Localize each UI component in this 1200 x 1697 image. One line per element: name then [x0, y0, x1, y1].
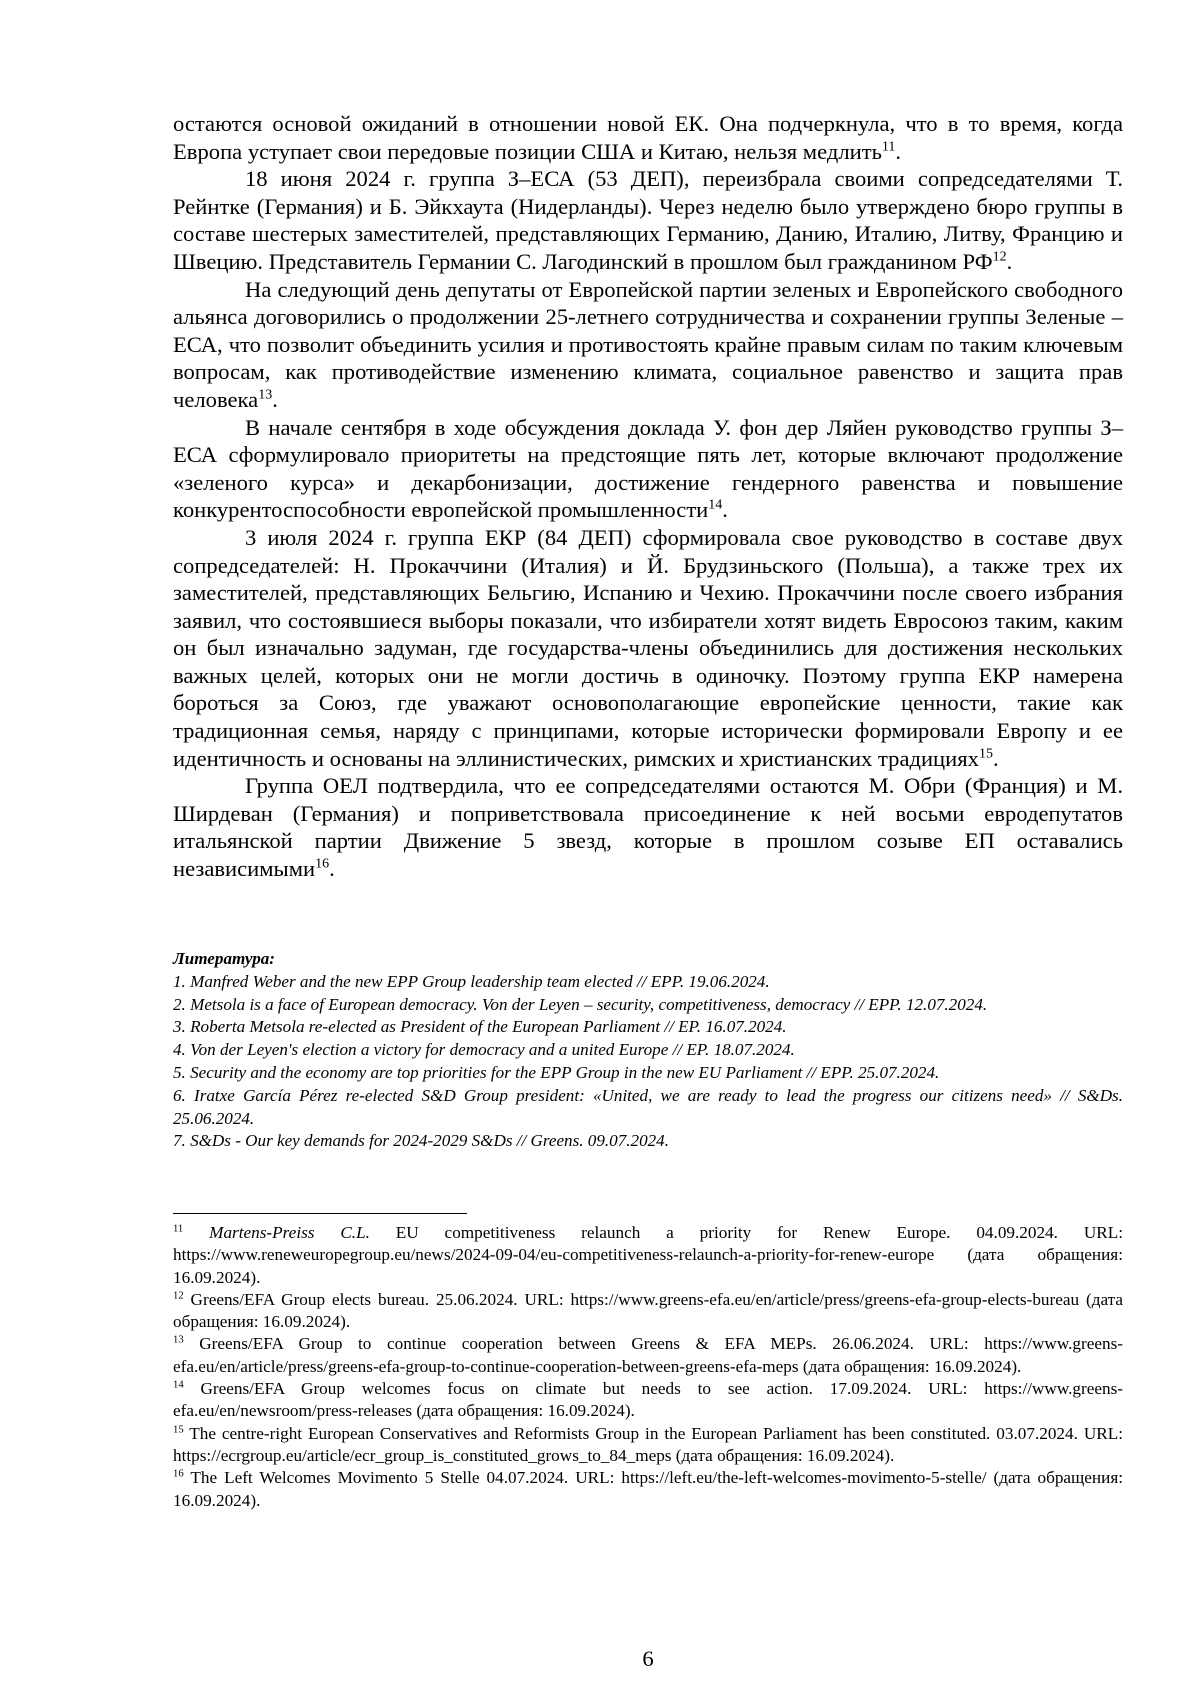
footnote-text: The Left Welcomes Movimento 5 Stelle 04.07.2024. URL: https://left.eu/the-left-welcomes-movimento-5-stelle/ (дата обращения: 16.09.2024).	[173, 1468, 1123, 1510]
paragraph: остаются основой ожиданий в отношении новой ЕК. Она подчеркнула, что в то время, когда Европа уступает свои передовые позиции США и Китаю, нельзя медлить$^{11}$.	[173, 111, 1123, 164]
paragraph: В начале сентября в ходе обсуждения доклада У. фон дер Ляйен руководство группы З–ЕСА сформулировало приоритеты на предстоящие пять лет, которые включают продолжение «зеленого курса» и декарбонизации, достижение гендерного равенства и повышение конкурентоспособности европейской промышленности$^{14}$.	[173, 414, 1123, 523]
footnote-number: 13	[173, 1334, 184, 1346]
footnote-separator	[173, 1213, 467, 1214]
footnote	[173, 1467, 1123, 1512]
paragraph: 3 июля 2024 г. группа ЕКР (84 ДЕП) сформировала свое руководство в составе двух сопредседателей: Н. Прокаччини (Италия) и Й. Брудзиньского (Польша), а также трех их заместителей, представляющих Бельгию, Испанию и Чехию. Прокаччини после своего избрания заявил, что состоявшиеся выборы показали, что избиратели хотят видеть Евросоюз таким, каким он был изначально задуман, где государства-члены объединились для достижения нескольких важных целей, которых они не могли достичь в одиночку. Поэтому группа ЕКР намерена бороться за Союз, где уважают основополагающие европейские ценности, такие как традиционная семья, наряду с принципами, которые исторически формировали Европу и ее идентичность и основаны на эллинистических, римских и христианских традициях$^{15}$.	[173, 524, 1123, 771]
literature-heading: Литература:	[173, 949, 276, 968]
footnote	[173, 1423, 1123, 1468]
body-text	[173, 110, 1123, 883]
footnote	[173, 1222, 1123, 1289]
paragraph: На следующий день депутаты от Европейской партии зеленых и Европейского свободного альянса договорились о продолжении 25-летнего сотрудничества и сохранении группы Зеленые – ЕСА, что позволит объединить усилия и противостоять крайне правым силам по таким ключевым вопросам, как противодействие изменению климата, социальное равенство и защита прав человека$^{13}$.	[173, 276, 1123, 412]
footnote-number: 15	[173, 1423, 184, 1435]
footnote-text: Greens/EFA Group welcomes focus on climate but needs to see action. 17.09.2024. URL: https://www.greens-efa.eu/en/newsroom/press-releases (дата обращения: 16.09.2024).	[173, 1379, 1123, 1421]
footnote-ref[interactable]: 15	[978, 746, 993, 762]
footnote-number: 12	[173, 1290, 184, 1302]
paragraph: Группа ОЕЛ подтвердила, что ее сопредседателями остаются М. Обри (Франция) и М. Ширдеван (Германия) и поприветствовала присоединение к ней восьми евродепутатов итальянской партии Движение 5 звезд, которые в прошлом созыве ЕП оставались независимыми$^{16}$.	[173, 773, 1123, 882]
footnote-ref[interactable]: 13	[258, 387, 273, 403]
footnote-number: 16	[173, 1468, 184, 1480]
footnote-text: The centre-right European Conservatives and Reformists Group in the European Parliament has been constituted. 03.07.2024. URL: https://ecrgroup.eu/article/ecr_group_is_constituted_grows_to_84_meps (дата обращения: 16.09.2024).	[173, 1423, 1123, 1465]
footnote	[173, 1289, 1123, 1334]
literature-item: 7. S&Ds - Our key demands for 2024-2029 S&Ds // Greens. 09.07.2024.	[173, 1131, 669, 1151]
footnote-ref[interactable]: 16	[315, 856, 330, 872]
page-number: 6	[642, 1646, 654, 1671]
literature-item: 1. Manfred Weber and the new EPP Group leadership team elected // EPP. 19.06.2024.	[173, 971, 770, 991]
footnote-text: EU competitiveness relaunch a priority for Renew Europe. 04.09.2024. URL: https://www.reneweuropegroup.eu/news/2024-09-04/eu-competitiveness-relaunch-a-priority-for-renew-europe (дата обращения: 16.09.2024).	[173, 1223, 1123, 1287]
footnote	[173, 1378, 1123, 1423]
footnote-number: 11	[173, 1223, 184, 1235]
paragraph: 18 июня 2024 г. группа З–ЕСА (53 ДЕП), переизбрала своими сопредседателями Т. Рейнтке (Германия) и Б. Эйкхаута (Нидерланды). Через неделю было утверждено бюро группы в составе шестерых заместителей, представляющих Германию, Данию, Италию, Литву, Францию и Швецию. Представитель Германии С. Лагодинский в прошлом был гражданином РФ$^{12}$.	[173, 166, 1123, 274]
literature-item: 2. Metsola is a face of European democracy. Von der Leyen – security, competitiveness, democracy // EPP. 12.07.2024.	[173, 994, 988, 1014]
literature-section	[173, 948, 1123, 1153]
footnote-number: 14	[173, 1379, 184, 1391]
footnote-ref[interactable]: 11	[881, 139, 896, 155]
footnote	[173, 1333, 1123, 1378]
footnote-text: Greens/EFA Group elects bureau. 25.06.2024. URL: https://www.greens-efa.eu/en/article/press/greens-efa-group-elects-bureau (дата обращения: 16.09.2024).	[173, 1289, 1123, 1332]
footnote-ref[interactable]: 12	[992, 249, 1007, 265]
literature-item: 5. Security and the economy are top priorities for the EPP Group in the new EU Parliament // EPP. 25.07.2024.	[173, 1062, 940, 1082]
footnote-text: Greens/EFA Group to continue cooperation between Greens & EFA MEPs. 26.06.2024. URL: https://www.greens-efa.eu/en/article/press/greens-efa-group-to-continue-cooperation-between-greens-efa-meps (дата обращения: 16.09.2024).	[173, 1334, 1123, 1376]
literature-item: 4. Von der Leyen's election a victory for democracy and a united Europe // EP. 18.07.2024.	[173, 1040, 795, 1060]
literature-item: 6. Iratxe García Pérez re-elected S&D Group president: «United, we are ready to lead the progress our citizens need» // S&Ds. 25.06.2024.	[173, 1085, 1123, 1128]
footnote-author: Martens-Preiss C.L.	[209, 1223, 370, 1242]
footnote-ref[interactable]: 14	[708, 497, 723, 513]
literature-item: 3. Roberta Metsola re-elected as President of the European Parliament // EP. 16.07.2024.	[173, 1017, 787, 1037]
footnotes	[173, 1222, 1123, 1512]
